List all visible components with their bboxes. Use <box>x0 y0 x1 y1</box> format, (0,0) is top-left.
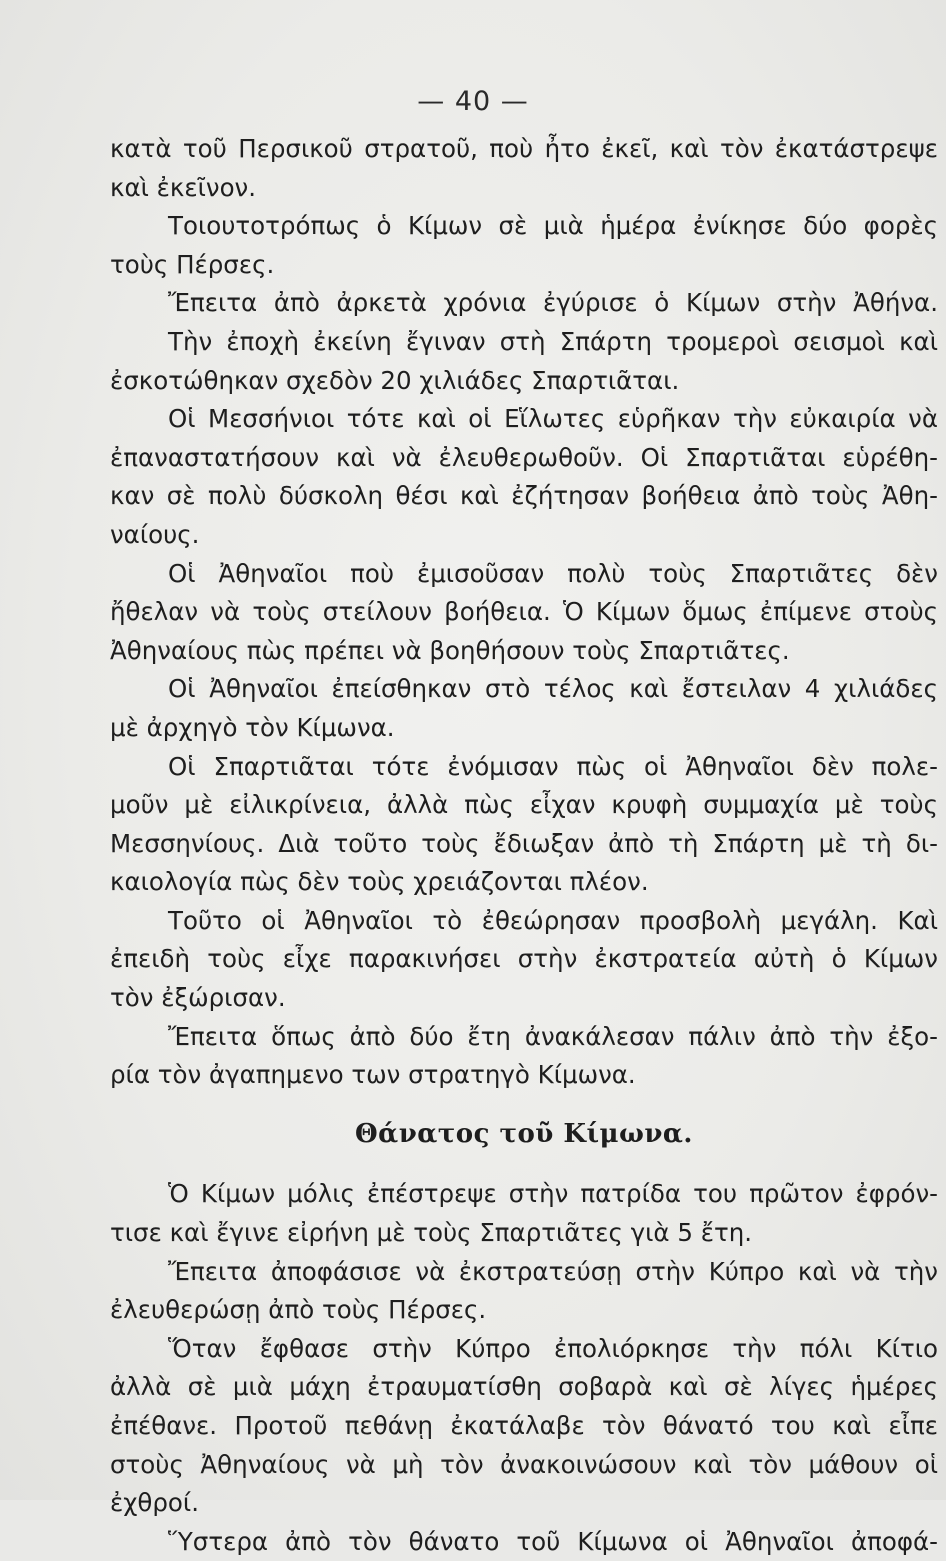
page-number: — 40 — <box>417 86 529 117</box>
text-line: Ἔπειτα ἀποφάσισε νὰ ἐκστρατεύσῃ στὴν Κύπρο καὶ νὰ τὴν <box>168 1256 938 1286</box>
text-line: τὸν ἐξώρισαν. <box>110 983 286 1013</box>
text-line: τοὺς Πέρσες. <box>110 249 275 279</box>
text-line: Μεσσηνίους. Διὰ τοῦτο τοὺς ἔδιωξαν ἀπὸ τὴ Σπάρτη μὲ τὴ δι- <box>110 828 938 858</box>
text-line: Οἱ Σπαρτιᾶται τότε ἐνόμισαν πὼς οἱ Ἀθηναῖοι δὲν πολε- <box>168 751 938 781</box>
text-line: Τὴν ἐποχὴ ἐκείνη ἔγιναν στὴ Σπάρτη τρομεροὶ σεισμοὶ καὶ <box>168 326 938 356</box>
text-line: ἤθελαν νὰ τοὺς στείλουν βοήθεια. Ὁ Κίμων ὅμως ἐπίμενε στοὺς <box>110 597 938 627</box>
text-line: Ἔπειτα ὅπως ἀπὸ δύο ἔτη ἀνακάλεσαν πάλιν ἀπὸ τὴν ἐξο- <box>168 1021 938 1051</box>
text-line: ἀλλὰ σὲ μιὰ μάχη ἐτραυματίσθη σοβαρὰ καὶ σὲ λίγες ἡμέρες <box>110 1372 938 1402</box>
text-line: ἐπειδὴ τοὺς εἶχε παρακινήσει στὴν ἐκστρατεία αὐτὴ ὁ Κίμων <box>110 944 938 974</box>
text-line: τισε καὶ ἔγινε εἰρήνη μὲ τοὺς Σπαρτιᾶτες γιὰ 5 ἔτη. <box>110 1218 753 1248</box>
text-line: στοὺς Ἀθηναίους νὰ μὴ τὸν ἀνακοινώσουν καὶ τὸν μάθουν οἱ <box>110 1449 938 1479</box>
text-line: Ὕστερα ἀπὸ τὸν θάνατο τοῦ Κίμωνα οἱ Ἀθηναῖοι ἀποφά- <box>168 1526 938 1556</box>
text-line: Ἀθηναίους πὼς πρέπει νὰ βοηθήσουν τοὺς Σπαρτιᾶτες. <box>110 635 790 665</box>
text-line: ἐχθροί. <box>110 1488 200 1518</box>
text-line: ἐπαναστατήσουν καὶ νὰ ἐλευθερωθοῦν. Οἱ Σπαρτιᾶται εὑρέθη- <box>110 442 938 472</box>
text-line: ναίους. <box>110 519 200 549</box>
section-heading: Θάνατος τοῦ Κίμωνα. <box>355 1118 693 1149</box>
text-line: ρία τὸν ἀγαπημενο των στρατηγὸ Κίμωνα. <box>110 1060 636 1090</box>
page-body <box>110 130 938 1561</box>
text-line: Οἱ Ἀθηναῖοι ἐπείσθηκαν στὸ τέλος καὶ ἔστειλαν 4 χιλιάδες <box>168 674 938 704</box>
text-line: μὲ ἀρχηγὸ τὸν Κίμωνα. <box>110 712 395 742</box>
text-line: ἐλευθερώσῃ ἀπὸ τοὺς Πέρσες. <box>110 1295 487 1325</box>
text-line: καιολογία πὼς δὲν τοὺς χρειάζονται πλέον. <box>110 867 649 897</box>
text-line: Οἱ Μεσσήνιοι τότε καὶ οἱ Εἵλωτες εὑρῆκαν τὴν εὐκαιρία νὰ <box>168 404 938 434</box>
text-line: Ὁ Κίμων μόλις ἐπέστρεψε στὴν πατρίδα του πρῶτον ἐφρόν- <box>168 1179 938 1209</box>
text-line: Ἔπειτα ἀπὸ ἀρκετὰ χρόνια ἐγύρισε ὁ Κίμων στὴν Ἀθήνα. <box>168 288 938 318</box>
text-line: καὶ ἐκεῖνον. <box>110 172 257 202</box>
text-line: Οἱ Ἀθηναῖοι ποὺ ἐμισοῦσαν πολὺ τοὺς Σπαρτιᾶτες δὲν <box>168 558 938 588</box>
text-line: Ὅταν ἔφθασε στὴν Κύπρο ἐπολιόρκησε τὴν πόλι Κίτιο <box>168 1333 938 1363</box>
text-line: Τοιουτοτρόπως ὁ Κίμων σὲ μιὰ ἡμέρα ἐνίκησε δύο φορὲς <box>168 211 938 241</box>
text-line: κατὰ τοῦ Περσικοῦ στρατοῦ, ποὺ ἦτο ἐκεῖ, καὶ τὸν ἐκατάστρεψε <box>110 134 938 163</box>
text-line: ἐπέθανε. Προτοῦ πεθάνῃ ἐκατάλαβε τὸν θάνατό του καὶ εἶπε <box>110 1411 938 1440</box>
text-line: μοῦν μὲ εἰλικρίνεια, ἀλλὰ πὼς εἶχαν κρυφὴ συμμαχία μὲ τοὺς <box>110 790 938 820</box>
text-line: ἐσκοτώθηκαν σχεδὸν 20 χιλιάδες Σπαρτιᾶται. <box>110 365 680 395</box>
text-line: Τοῦτο οἱ Ἀθηναῖοι τὸ ἐθεώρησαν προσβολὴ μεγάλη. Καὶ <box>168 905 938 935</box>
text-line: καν σὲ πολὺ δύσκολη θέσι καὶ ἐζήτησαν βοήθεια ἀπὸ τοὺς Ἀθη- <box>110 481 938 511</box>
